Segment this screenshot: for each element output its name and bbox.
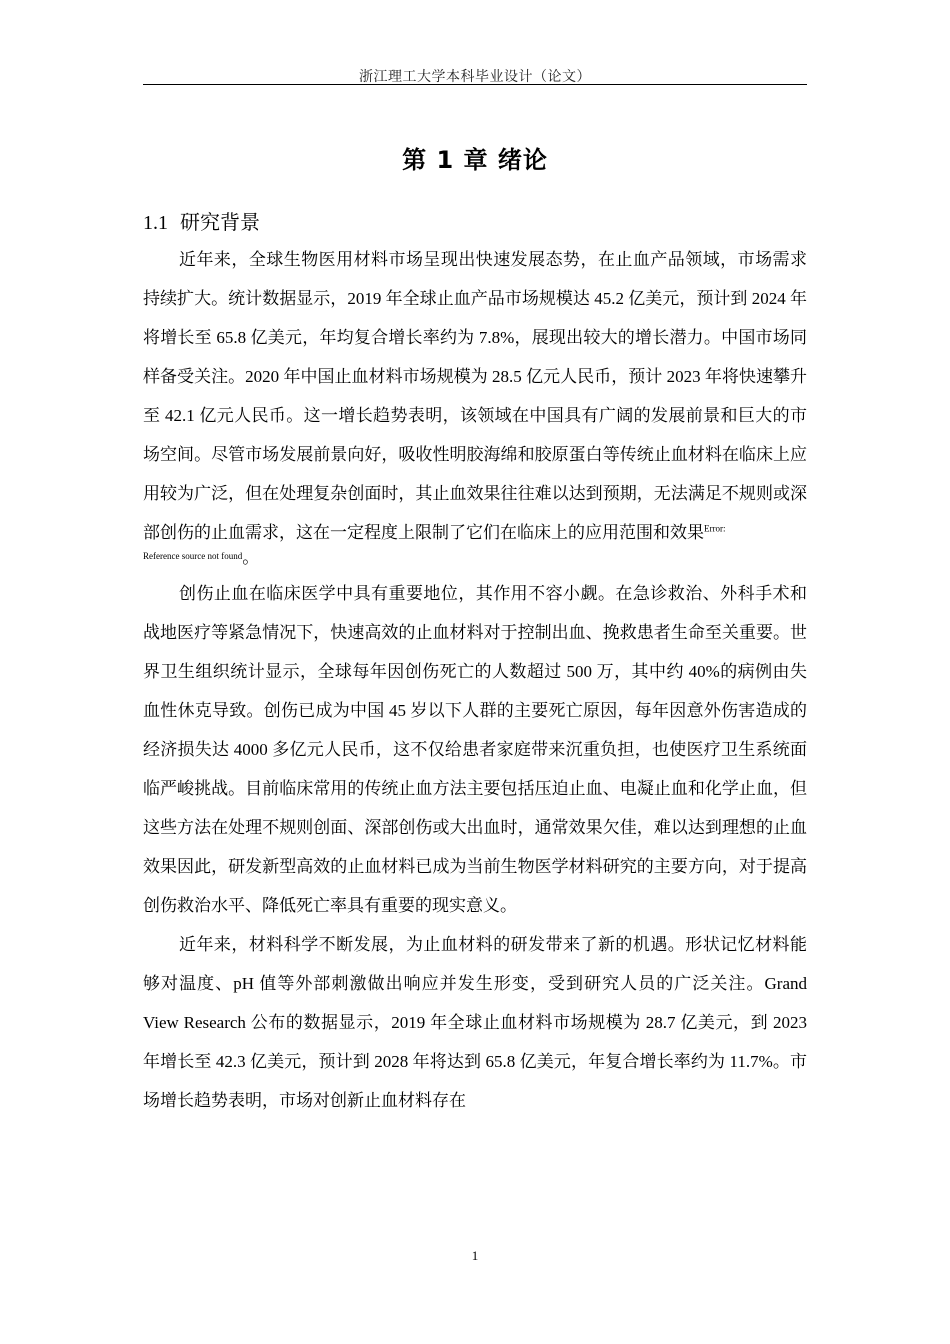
- reference-error-text: Reference source not found: [143, 551, 243, 561]
- section-title: 研究背景: [180, 210, 260, 234]
- paragraph-1: [143, 240, 807, 567]
- running-header: 浙江理工大学本科毕业设计（论文）: [359, 70, 591, 85]
- paragraph-1-text: 近年来，全球生物医用材料市场呈现出快速发展态势，在止血产品领域，市场需求持续扩大。统计数据显示，2019 年全球止血产品市场规模达 45.2 亿美元，预计到 2024 年将增长至 65.8 亿美元，年均复合增长率约为 7.8%，展现出较大的增长潜力。中国市场同样备受关注。2020 年中国止血材料市场规模为 28.5 亿元人民币，预计 2023 年将快速攀升至 42.1 亿元人民币。这一增长趋势表明，该领域在中国具有广阔的发展前景和巨大的市场空间。尽管市场发展前景向好，吸收性明胶海绵和胶原蛋白等传统止血材料在临床上应用较为广泛，但在处理复杂创面时，其止血效果往往难以达到预期，无法满足不规则或深部创伤的止血需求，这在一定程度上限制了它们在临床上的应用范围和效果: [143, 250, 807, 542]
- page-number: 1: [471, 1248, 479, 1263]
- section-heading: [143, 206, 260, 235]
- chapter-title: 第 1 章 绪论: [402, 146, 548, 174]
- reference-error-note: Error:: [704, 523, 726, 534]
- paragraph-3: 近年来，材料科学不断发展，为止血材料的研发带来了新的机遇。形状记忆材料能够对温度、pH 值等外部刺激做出响应并发生形变，受到研究人员的广泛关注。Grand View Research 公布的数据显示，2019 年全球止血材料市场规模为 28.7 亿美元，到 2023 年增长至 42.3 亿美元，预计到 2028 年将达到 65.8 亿美元，年复合增长率约为 11.7%。市场增长趋势表明，市场对创新止血材料存在: [143, 935, 807, 1110]
- reference-error-tail: [143, 548, 807, 567]
- body-text: [143, 240, 807, 1120]
- header-divider: [143, 84, 807, 85]
- paragraph-1-end: 。: [242, 548, 260, 567]
- paragraph-2: 创伤止血在临床医学中具有重要地位，其作用不容小觑。在急诊救治、外科手术和战地医疗等紧急情况下，快速高效的止血材料对于控制出血、挽救患者生命至关重要。世界卫生组织统计显示，全球每年因创伤死亡的人数超过 500 万，其中约 40%的病例由失血性休克导致。创伤已成为中国 45 岁以下人群的主要死亡原因，每年因意外伤害造成的经济损失达 4000 多亿元人民币，这不仅给患者家庭带来沉重负担，也使医疗卫生系统面临严峻挑战。目前临床常用的传统止血方法主要包括压迫止血、电凝止血和化学止血，但这些方法在处理不规则创面、深部创伤或大出血时，通常效果欠佳，难以达到理想的止血效果因此，研发新型高效的止血材料已成为当前生物医学材料研究的主要方向，对于提高创伤救治水平、降低死亡率具有重要的现实意义。: [143, 584, 807, 915]
- section-number: 1.1: [143, 212, 168, 234]
